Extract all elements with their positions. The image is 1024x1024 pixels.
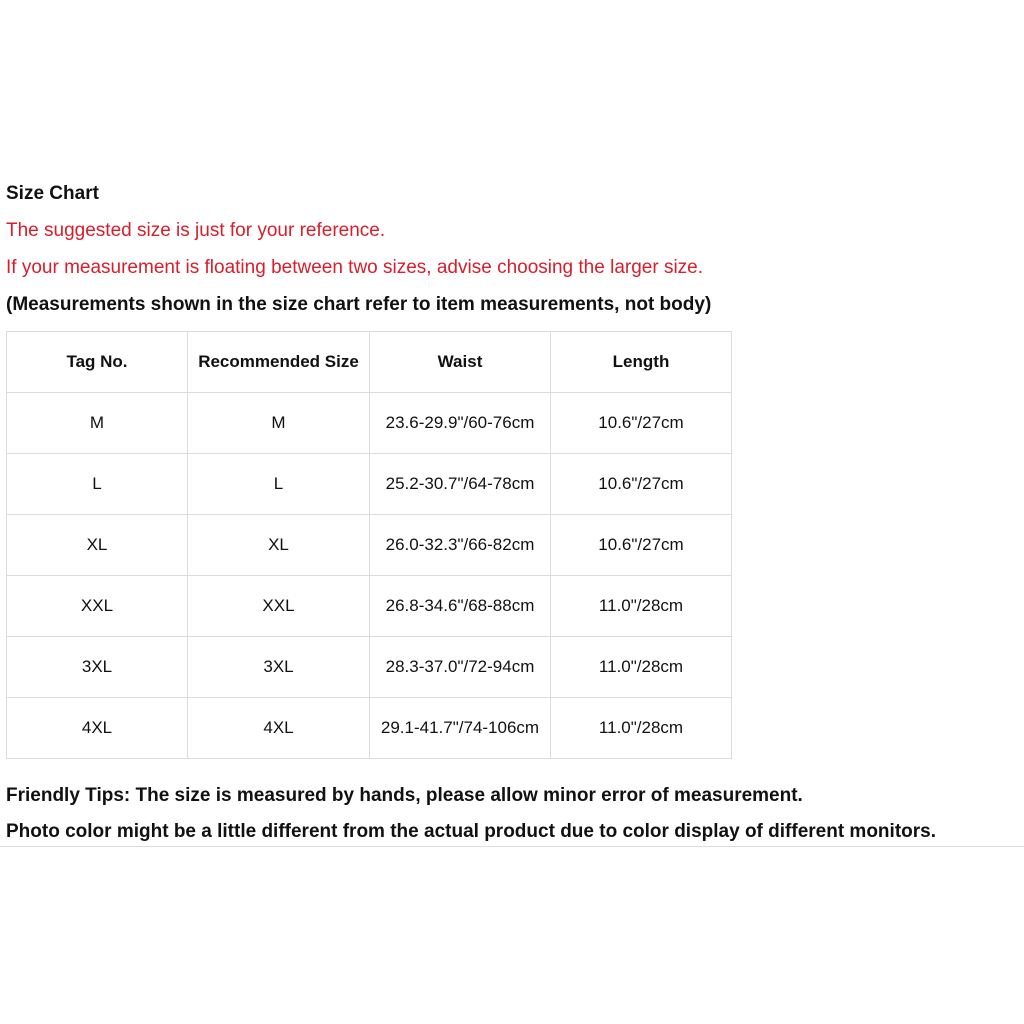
table-row — [7, 515, 732, 576]
cell-length: 10.6"/27cm — [551, 515, 732, 576]
cell-tag-no: XL — [7, 515, 188, 576]
table-row — [7, 637, 732, 698]
header-waist: Waist — [370, 332, 551, 393]
cell-length: 11.0"/28cm — [551, 576, 732, 637]
cell-tag-no: L — [7, 454, 188, 515]
cell-tag-no: XXL — [7, 576, 188, 637]
cell-tag-no: 3XL — [7, 637, 188, 698]
cell-length: 11.0"/28cm — [551, 637, 732, 698]
header-tag-no: Tag No. — [7, 332, 188, 393]
cell-waist: 28.3-37.0"/72-94cm — [370, 637, 551, 698]
cell-length: 10.6"/27cm — [551, 454, 732, 515]
table-row — [7, 698, 732, 759]
reference-note: The suggested size is just for your reference. — [6, 220, 386, 241]
cell-length: 10.6"/27cm — [551, 393, 732, 454]
cell-waist: 23.6-29.9"/60-76cm — [370, 393, 551, 454]
cell-tag-no: 4XL — [7, 698, 188, 759]
cell-recommended-size: M — [188, 393, 370, 454]
cell-tag-no: M — [7, 393, 188, 454]
cell-waist: 29.1-41.7"/74-106cm — [370, 698, 551, 759]
table-header-row — [7, 332, 732, 393]
cell-recommended-size: 4XL — [188, 698, 370, 759]
cell-waist: 26.8-34.6"/68-88cm — [370, 576, 551, 637]
table-row — [7, 454, 732, 515]
cell-recommended-size: XXL — [188, 576, 370, 637]
size-advice-note: If your measurement is floating between two sizes, advise choosing the larger size. — [6, 257, 704, 278]
cell-waist: 25.2-30.7"/64-78cm — [370, 454, 551, 515]
cell-recommended-size: L — [188, 454, 370, 515]
cell-recommended-size: XL — [188, 515, 370, 576]
header-recommended-size: Recommended Size — [188, 332, 370, 393]
header-length: Length — [551, 332, 732, 393]
cell-length: 11.0"/28cm — [551, 698, 732, 759]
table-row — [7, 393, 732, 454]
table-row — [7, 576, 732, 637]
cell-recommended-size: 3XL — [188, 637, 370, 698]
page-title: Size Chart — [6, 183, 99, 204]
friendly-tips: Friendly Tips: The size is measured by hands, please allow minor error of measurement. — [6, 785, 803, 806]
photo-color-note: Photo color might be a little different from the actual product due to color display of different monitors. — [6, 821, 936, 842]
cell-waist: 26.0-32.3"/66-82cm — [370, 515, 551, 576]
measurement-note: (Measurements shown in the size chart refer to item measurements, not body) — [6, 294, 712, 315]
divider — [0, 846, 1024, 847]
size-chart-table — [6, 331, 732, 759]
